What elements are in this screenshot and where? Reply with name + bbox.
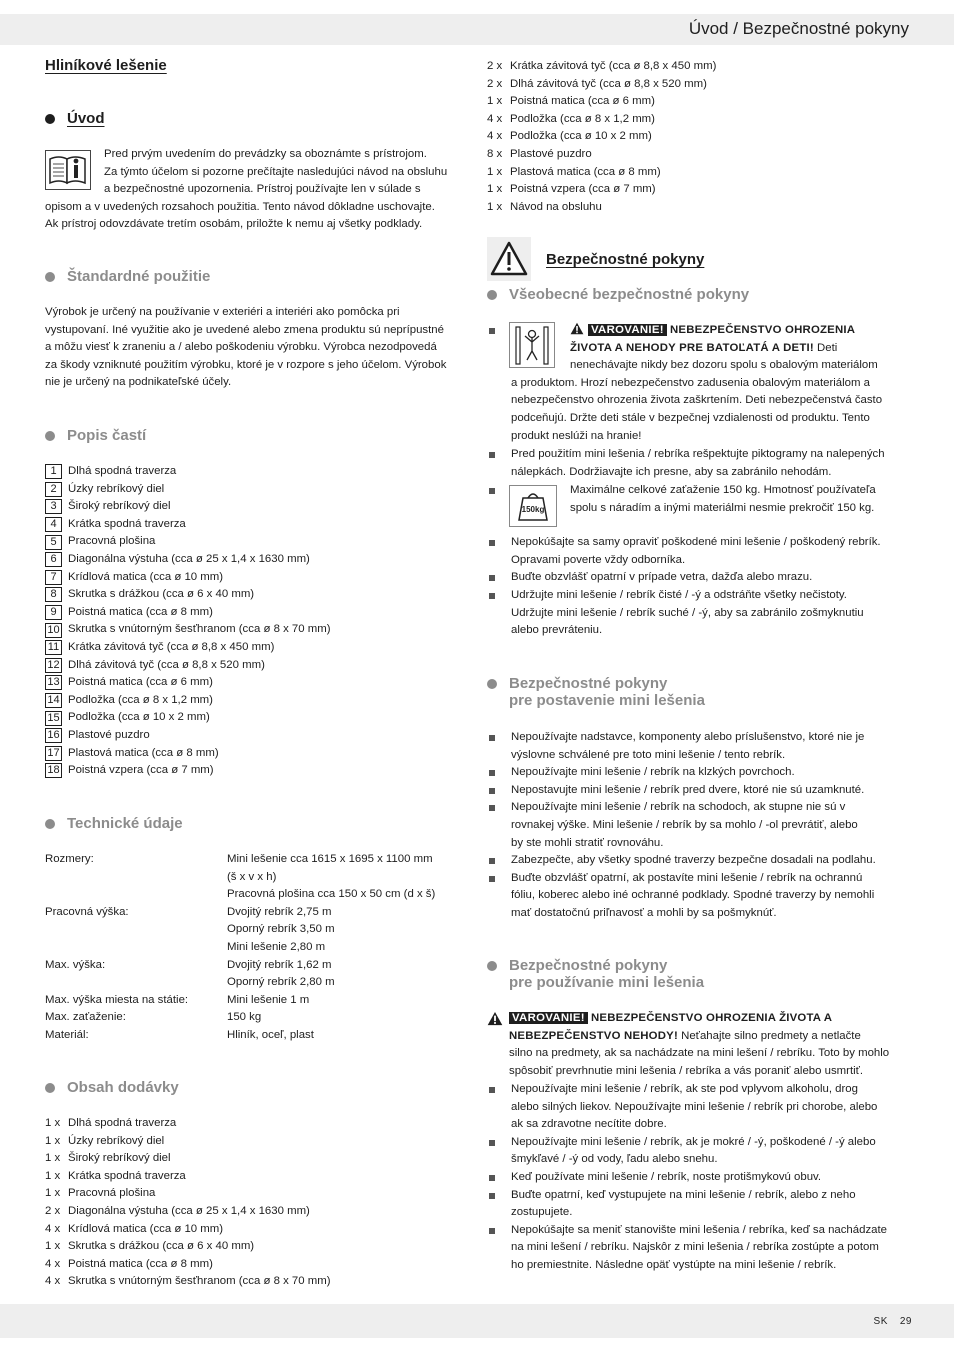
section-heading-label: pre postavenie mini lešenia [509, 692, 705, 709]
part-number-box: 5 [45, 535, 62, 550]
item-quantity: 4 x [487, 130, 503, 143]
text-line: Keď používate mini lešenie / rebrík, noste protišmykovú obuv. [511, 1170, 822, 1183]
part-number-box: 2 [45, 482, 62, 497]
footer-text [862, 1313, 912, 1331]
item-quantity: 8 x [487, 147, 503, 160]
part-label: Krídlová matica (cca ø 10 mm) [68, 570, 224, 583]
text-line: Výrobok je určený na používanie v exteriéri a interiéri ako pomôcka pri [45, 306, 400, 318]
part-label: Podložka (cca ø 8 x 1,2 mm) [68, 693, 213, 706]
text-line: šmykľavé / -ý od vody, ľadu alebo snehu. [511, 1153, 718, 1166]
warning-triangle-icon [487, 1011, 503, 1026]
item-quantity: 4 x [45, 1275, 61, 1288]
spec-key: Pracovná výška: [45, 905, 129, 918]
bullet-square-icon [489, 858, 495, 864]
item-quantity: 2 x [45, 1204, 61, 1217]
part-label: Poistná matica (cca ø 8 mm) [68, 605, 213, 618]
list-item [45, 516, 331, 534]
bullet-weather [487, 569, 910, 587]
item-quantity: 1 x [487, 95, 503, 108]
bullet-dot-icon [45, 819, 55, 829]
bullet-dot-icon [45, 114, 55, 124]
part-label: Široký rebríkový diel [68, 500, 171, 513]
list-item [45, 498, 331, 516]
text-line: Udržujte mini lešenie / rebrík čisté / -ý a odstráňte všetky nečistoty. [511, 589, 847, 601]
list-item [487, 870, 910, 923]
part-label: Poistná matica (cca ø 6 mm) [68, 676, 213, 689]
part-label: Dlhá závitová tyč (cca ø 8,8 x 520 mm) [68, 658, 265, 671]
warning-tag: VAROVANIE! [509, 1012, 588, 1024]
delivery-list [45, 1115, 331, 1291]
list-item [487, 146, 716, 164]
usage-warning [487, 1010, 910, 1080]
item-label: Krátka spodná traverza [68, 1169, 186, 1182]
item-label: Skrutka s vnútorným šesťhranom (cca ø 8 x 70 mm) [68, 1275, 331, 1288]
text-line: Maximálne celkové zaťaženie 150 kg. Hmotnosť používateľa [570, 484, 876, 496]
section-heading-label: Obsah dodávky [67, 1079, 179, 1096]
spec-value: Mini lešenie 1 m [227, 993, 310, 1006]
text-line: nie je určený na podnikateľské účely. [45, 376, 232, 389]
list-item [487, 799, 910, 852]
text-line: Nepostavujte mini lešenie / rebrík pred dvere, ktoré nie sú uzamknuté. [511, 783, 865, 796]
part-number-box: 3 [45, 499, 62, 514]
table-row [45, 957, 468, 992]
item-quantity: 1 x [45, 1152, 61, 1165]
item-label: Diagonálna výstuha (cca ø 25 x 1,4 x 1630 mm) [68, 1204, 310, 1217]
part-label: Pracovná plošina [68, 535, 156, 548]
part-label: Plastová matica (cca ø 8 mm) [68, 746, 219, 759]
item-label: Poistná matica (cca ø 8 mm) [68, 1257, 213, 1270]
list-item [487, 58, 716, 76]
item-label: Podložka (cca ø 10 x 2 mm) [510, 130, 652, 143]
item-quantity: 4 x [487, 112, 503, 125]
bullet-square-icon [489, 1140, 495, 1146]
list-item [487, 764, 910, 782]
item-quantity: 1 x [487, 183, 503, 196]
bullet-square-icon [489, 1228, 495, 1234]
list-item [45, 551, 331, 569]
bullet-pictograms [487, 446, 910, 481]
list-item [45, 692, 331, 710]
spec-value: Hliník, oceľ, plast [227, 1028, 314, 1041]
list-item [487, 164, 716, 182]
list-item [45, 1256, 331, 1274]
part-number-box: 18 [45, 763, 62, 778]
text-line: na mini lešení / rebríku. Najskôr z mini lešenia / rebríka zostúpte a potom [511, 1241, 879, 1254]
text-line: Buďte opatrní, keď vystupujete na mini lešenie / rebrík, alebo z neho [511, 1188, 856, 1201]
text-line: Nepokúšajte sa meniť stanovište mini lešenia / rebríka, keď sa nachádzate [511, 1223, 887, 1236]
page-number: 29 [899, 1316, 912, 1327]
text-fragment: Neťahajte silno predmety a netlačte [681, 1029, 861, 1042]
list-item [487, 782, 910, 800]
part-number-box: 13 [45, 675, 62, 690]
section-heading-label: Štandardné použitie [67, 268, 211, 285]
delivery-list-continued [487, 58, 716, 216]
spec-key: Rozmery: [45, 853, 94, 865]
item-label: Krídlová matica (cca ø 10 mm) [68, 1222, 224, 1235]
text-line: ho premiestnite. Následne opäť vystúpte na mini lešenie / rebrík. [511, 1258, 837, 1271]
text-line: nebezpečenstvo ohrozenia života zaškrtením. Deti nebezpečenstvá často [511, 394, 883, 407]
parts-list [45, 463, 331, 780]
spec-value: Mini lešenie cca 1615 x 1695 x 1100 mm [227, 853, 433, 865]
part-number-box: 11 [45, 640, 62, 655]
item-label: Plastová matica (cca ø 8 mm) [510, 165, 661, 178]
list-item [45, 463, 331, 481]
bullet-square-icon [489, 1087, 495, 1093]
bullet-dot-icon [487, 290, 497, 300]
section-heading-label: Úvod [67, 110, 105, 127]
bullet-dot-icon [487, 961, 497, 971]
bullet-square-icon [489, 735, 495, 741]
child-danger-icon [509, 322, 555, 375]
part-label: Krátka závitová tyč (cca ø 8,8 x 450 mm) [68, 640, 275, 653]
list-item [45, 762, 331, 780]
text-line: alebo silných liekov. Nepoužívajte mini lešenie / rebrík pri chorobe, alebo [511, 1100, 878, 1113]
text-fragment: Deti [817, 341, 838, 354]
text-line: Nepoužívajte mini lešenie / rebrík na schodoch, ak stupne nie sú v [511, 801, 846, 814]
text-line: by ste mohli stratiť rovnováhu. [511, 836, 664, 849]
build-bullets [487, 729, 910, 923]
list-item [45, 1221, 331, 1239]
text-line: spôsobiť prevrhnutie mini lešenia / rebríka a vás poraniť alebo usmrtiť. [509, 1064, 864, 1077]
part-number-box: 4 [45, 517, 62, 532]
standard-use-paragraph [45, 304, 468, 392]
spec-value: Oporný rebrík 3,50 m [227, 923, 335, 936]
list-item [45, 745, 331, 763]
list-item [45, 674, 331, 692]
tech-specs-table [45, 851, 468, 1045]
part-number-box: 9 [45, 605, 62, 620]
section-heading-tech [45, 815, 183, 833]
warning-line [511, 322, 910, 340]
section-heading-general-safety [487, 286, 749, 304]
text-line: Nepoužívajte mini lešenie / rebrík na klzkých povrchoch. [511, 766, 795, 779]
part-label: Podložka (cca ø 10 x 2 mm) [68, 711, 210, 724]
list-item [45, 604, 331, 622]
bullet-square-icon [489, 1193, 495, 1199]
spec-value: Dvojitý rebrík 1,62 m [227, 958, 332, 971]
text-line: Buďte obzvlášť opatrní v prípade vetra, dažďa alebo mrazu. [511, 571, 813, 583]
text-line: zostupujete. [511, 1206, 573, 1219]
part-number-box: 10 [45, 623, 62, 638]
text-line: Udržujte mini lešenie / rebrík suché / -ý, aby sa zabránilo zošmyknutiu [511, 606, 864, 619]
list-item [45, 481, 331, 499]
warning-triangle-icon [570, 322, 584, 335]
part-label: Krátka spodná traverza [68, 517, 186, 530]
item-label: Úzky rebríkový diel [68, 1134, 165, 1147]
page-footer [0, 1304, 954, 1338]
text-line: produkt neslúži na hranie! [511, 429, 642, 442]
bullet-square-icon [489, 593, 495, 599]
text-line: a môžu viesť k zraneniu a / alebo poškodeniu výrobku. Výrobca nezodpovedá [45, 341, 437, 354]
section-heading-build-safety [487, 675, 705, 709]
list-item [487, 729, 910, 764]
bullet-repairs [487, 534, 910, 569]
spec-value: Pracovná plošina cca 150 x 50 cm (d x š) [227, 888, 436, 901]
list-item [45, 1203, 331, 1221]
list-item [45, 657, 331, 675]
item-label: Podložka (cca ø 8 x 1,2 mm) [510, 112, 655, 125]
part-number-box: 14 [45, 693, 62, 708]
part-number-box: 15 [45, 711, 62, 726]
list-item [487, 128, 716, 146]
header-title: Úvod / Bezpečnostné pokyny [688, 19, 909, 38]
section-heading-delivery [45, 1079, 179, 1097]
section-heading-label: Všeobecné bezpečnostné pokyny [509, 286, 750, 303]
part-label: Poistná vzpera (cca ø 7 mm) [68, 764, 214, 777]
text-line: Ak prístroj odovzdávate tretím osobám, priložte k nemu aj všetky podklady. [45, 218, 423, 231]
list-item [45, 639, 331, 657]
text-line: Nepoužívajte mini lešenie / rebrík, ak ste pod vplyvom alkoholu, drog [511, 1083, 858, 1095]
list-item [487, 181, 716, 199]
text-line: Za týmto účelom si pozorne prečítajte nasledujúci návod na obsluhu [104, 165, 448, 178]
text-line: fóliu, koberec alebo iné ochranné podklady. Spodné traverzy by nemohli [511, 889, 875, 902]
item-quantity: 1 x [45, 1240, 61, 1253]
list-item [45, 709, 331, 727]
text-line: podceňujú. Držte deti stále v bezpečnej vzdialenosti od produktu. Tento [511, 411, 870, 424]
warning-caps: ŽIVOTA A NEHODY PRE BATOĽATÁ A DETI! [570, 341, 814, 354]
list-item [45, 533, 331, 551]
list-item [45, 1238, 331, 1256]
text-line: Zabezpečte, aby všetky spodné traverzy bezpečne dosadali na podlahu. [511, 854, 876, 867]
warning-caps: NEBEZPEČENSTVO NEHODY! [509, 1029, 678, 1042]
list-item [45, 1273, 331, 1291]
safety-title: Bezpečnostné pokyny [546, 251, 705, 268]
document-title: Hliníkové lešenie [45, 57, 167, 74]
spec-key: Max. zaťaženie: [45, 1011, 126, 1024]
section-heading-label: Popis častí [67, 427, 147, 444]
text-line: nálepkách. Dodržiavajte ich presne, aby sa zabránilo nehodám. [511, 465, 832, 478]
item-quantity: 1 x [487, 200, 503, 213]
spec-key: Max. výška: [45, 958, 106, 971]
part-label: Plastové puzdro [68, 728, 150, 741]
item-label: Poistná matica (cca ø 6 mm) [510, 95, 655, 108]
list-item [487, 1081, 910, 1134]
page-header [0, 14, 954, 45]
text-line: za škody vzniknuté použitím výrobku, ktoré je v rozpore s jeho účelom. Výrobok [45, 358, 447, 371]
item-label: Skrutka s drážkou (cca ø 6 x 40 mm) [68, 1240, 255, 1253]
list-item [45, 1185, 331, 1203]
bullet-dot-icon [45, 431, 55, 441]
item-quantity: 1 x [45, 1187, 61, 1200]
part-label: Skrutka s vnútorným šesťhranom (cca ø 8 x 70 mm) [68, 623, 331, 636]
section-heading-label: Bezpečnostné pokyny [509, 675, 668, 692]
list-item [487, 199, 716, 217]
text-line: a produktom. Hrozí nebezpečenstvo zadusenia obalovým materiálom a [511, 376, 870, 389]
text-line: alebo prevráteniu. [511, 624, 603, 637]
list-item [487, 76, 716, 94]
bullet-square-icon [489, 770, 495, 776]
text-line: spolu s náradím a inými materiálmi nesmie prekročiť 150 kg. [570, 501, 875, 514]
text-line: mať dostatočnú priľnavosť a mohli by sa pošmyknúť. [511, 906, 777, 919]
table-row [45, 904, 468, 957]
part-number-box: 6 [45, 552, 62, 567]
spec-key: Materiál: [45, 1028, 89, 1041]
list-item [487, 111, 716, 129]
text-line: nenechávajte nikdy bez dozoru spolu s obalovým materiálom [570, 359, 878, 372]
text-line: Nepokúšajte sa samy opraviť poškodené mini lešenie / poškodený rebrík. [511, 536, 881, 548]
part-label: Diagonálna výstuha (cca ø 25 x 1,4 x 1630 mm) [68, 552, 310, 565]
item-label: Pracovná plošina [68, 1187, 156, 1200]
spec-value: Dvojitý rebrík 2,75 m [227, 905, 332, 918]
item-label: Široký rebríkový diel [68, 1152, 171, 1165]
bullet-square-icon [489, 328, 495, 334]
part-number-box: 17 [45, 746, 62, 761]
text-line: Opravami poverte vždy odborníka. [511, 553, 686, 566]
bullet-dot-icon [487, 679, 497, 689]
spec-value: Mini lešenie 2,80 m [227, 940, 326, 953]
part-number-box: 1 [45, 464, 62, 479]
list-item [45, 621, 331, 639]
part-number-box: 16 [45, 728, 62, 743]
list-item [45, 1115, 331, 1133]
item-label: Dlhá spodná traverza [68, 1117, 177, 1129]
section-heading-label: Technické údaje [67, 815, 183, 832]
item-quantity: 4 x [45, 1257, 61, 1270]
bullet-dot-icon [45, 272, 55, 282]
item-quantity: 1 x [487, 165, 503, 178]
usage-bullets [487, 1081, 910, 1275]
item-label: Návod na obsluhu [510, 200, 602, 213]
section-heading-label: pre používanie mini lešenia [509, 974, 705, 991]
item-quantity: 1 x [45, 1117, 61, 1129]
table-row [45, 851, 468, 904]
text-line: vystupovaní. Iné využitie ako je uvedené alebo zmena produktu sú neprípustné [45, 323, 444, 336]
item-label: Dlhá závitová tyč (cca ø 8,8 x 520 mm) [510, 77, 707, 90]
list-item [487, 1187, 910, 1222]
bullet-square-icon [489, 876, 495, 882]
bullet-dot-icon [45, 1083, 55, 1093]
text-line: Pred použitím mini lešenia / rebríka rešpektujte piktogramy na nalepených [511, 448, 885, 460]
item-quantity: 4 x [45, 1222, 61, 1235]
warning-caps: NEBEZPEČENSTVO OHROZENIA [670, 324, 856, 336]
item-label: Krátka závitová tyč (cca ø 8,8 x 450 mm) [510, 60, 717, 72]
weight-label: 150kg [521, 505, 545, 514]
text-line: a bezpečnostné upozornenia. Prístroj používajte len v súlade s [104, 183, 421, 196]
text-line: opisom a v uvedených rozsahoch použitia. Tento návod dôkladne uschovajte. [45, 200, 435, 213]
bullet-square-icon [489, 575, 495, 581]
intro-paragraph [45, 146, 468, 234]
bullet-square-icon [489, 1175, 495, 1181]
list-item [487, 93, 716, 111]
section-heading-usage-safety [487, 957, 704, 991]
list-item [45, 1133, 331, 1151]
bullet-square-icon [489, 488, 495, 494]
text-line: Pred prvým uvedením do prevádzky sa oboznámte s prístrojom. [104, 148, 427, 160]
table-row [45, 1027, 468, 1045]
spec-value: (š x v x h) [227, 870, 277, 883]
bullet-clean [487, 587, 910, 640]
warning-triangle-icon [487, 237, 531, 288]
item-label: Plastové puzdro [510, 147, 592, 160]
part-label: Dlhá spodná traverza [68, 465, 177, 477]
weight-150kg-icon [509, 485, 557, 527]
part-label: Úzky rebríkový diel [68, 482, 165, 495]
spec-value: Oporný rebrík 2,80 m [227, 976, 335, 989]
spec-key: Max. výška miesta na státie: [45, 993, 189, 1006]
table-row [45, 1009, 468, 1027]
text-line: Nepoužívajte mini lešenie / rebrík, ak je mokré / -ý, poškodené / -ý alebo [511, 1135, 876, 1148]
item-quantity: 2 x [487, 60, 503, 72]
text-line: silno na predmety, ak sa nachádzate na mini lešení / rebríku. Toto by mohlo [509, 1047, 890, 1060]
bullet-square-icon [489, 788, 495, 794]
list-item [45, 569, 331, 587]
text-line: výslovne schválené pre toto mini lešenie / tento rebrík. [511, 748, 786, 761]
text-line: rovnakej výške. Mini lešenie / rebrík by sa mohlo / -ol prevrátiť, alebo [511, 818, 858, 831]
list-item [45, 1150, 331, 1168]
warning-caps: NEBEZPEČENSTVO OHROZENIA ŽIVOTA A [591, 1012, 833, 1024]
item-label: Poistná vzpera (cca ø 7 mm) [510, 183, 656, 196]
list-item [487, 1222, 910, 1275]
item-quantity: 1 x [45, 1134, 61, 1147]
text-line: Buďte obzvlášť opatrní, ak postavíte mini lešenie / rebrík na ochrannú [511, 871, 863, 884]
bullet-square-icon [489, 540, 495, 546]
list-item [45, 586, 331, 604]
section-heading-parts [45, 427, 146, 445]
part-label: Skrutka s drážkou (cca ø 6 x 40 mm) [68, 588, 255, 601]
text-line: Nepoužívajte nadstavce, komponenty alebo príslušenstvo, ktoré nie je [511, 731, 865, 743]
item-quantity: 2 x [487, 77, 503, 90]
bullet-square-icon [489, 805, 495, 811]
list-item [487, 1169, 910, 1187]
section-heading-standard-use [45, 268, 210, 286]
part-number-box: 8 [45, 587, 62, 602]
list-item [45, 727, 331, 745]
text-line: ak sa zdravotne necítite dobre. [511, 1118, 667, 1131]
list-item [487, 1134, 910, 1169]
spec-value: 150 kg [227, 1011, 262, 1024]
bullet-square-icon [489, 452, 495, 458]
section-heading-label: Bezpečnostné pokyny [509, 957, 668, 974]
list-item [487, 852, 910, 870]
table-row [45, 992, 468, 1010]
warning-tag: VAROVANIE! [588, 324, 667, 336]
list-item [45, 1168, 331, 1186]
item-quantity: 1 x [45, 1169, 61, 1182]
footer-language: SK [873, 1316, 888, 1327]
part-number-box: 12 [45, 658, 62, 673]
part-number-box: 7 [45, 570, 62, 585]
section-heading-intro [45, 110, 105, 128]
